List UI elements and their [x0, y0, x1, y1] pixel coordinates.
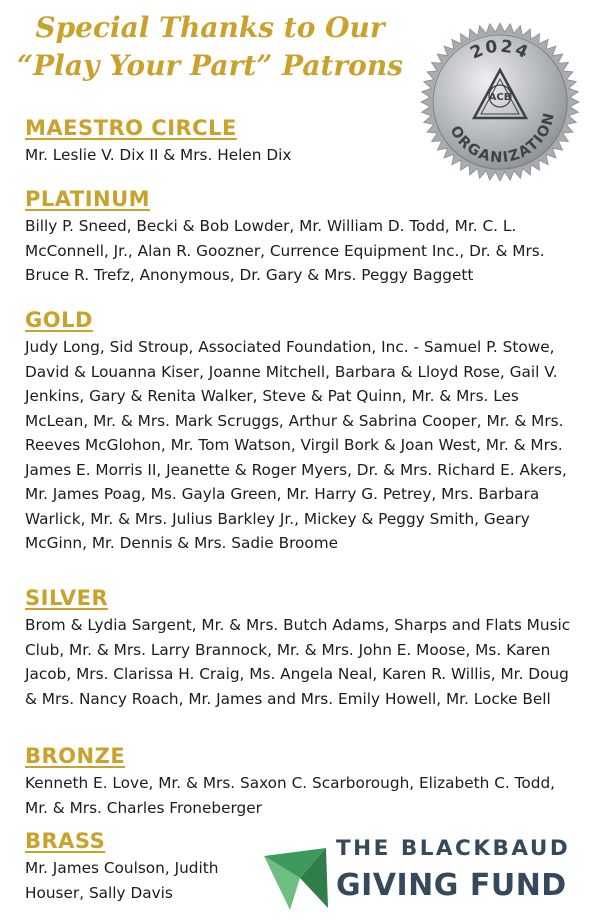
blackbaud-star-icon: [262, 828, 332, 912]
heading-platinum: PLATINUM: [25, 187, 151, 211]
names-gold: Judy Long, Sid Stroup, Associated Foundation, Inc. - Samuel P. Stowe, David & Louanna Kiser, Joanne Mitchell, Barbara & Lloyd Rose, Gail V. Jenkins, Gary & Renita Walker, Steve & Pat Quinn, Mr. & Mrs. Les McLean, Mr. & Mrs. Mark Scruggs, Arthur & Sabrina Cooper, Mr. & Mrs. Reeves McGlohon, Mr. Tom Watson, Virgil Bork & Joan West, Mr. & Mrs. James E. Morris II, Jeanette & Roger Myers, Dr. & Mrs. Richard E. Akers, Mr. James Poag, Ms. Gayla Green, Mr. Harry G. Petrey, Mrs. Barbara Warlick, Mr. & Mrs. Julius Barkley Jr., Mickey & Peggy Smith, Geary McGinn, Mr. Dennis & Mrs. Sadie Broome: [25, 338, 567, 552]
seal-year: 2024: [467, 36, 533, 64]
page-title-line2: “Play Your Part” Patrons: [17, 49, 403, 82]
heading-gold: GOLD: [25, 308, 93, 332]
seal-word: ORGANIZATION: [446, 110, 559, 167]
heading-maestro-circle: MAESTRO CIRCLE: [25, 116, 237, 140]
blackbaud-giving-fund-logo: [262, 828, 592, 912]
names-brass: Mr. James Coulson, Judith Houser, Sally Davis: [25, 859, 219, 902]
logo-line2: GIVING FUND: [336, 868, 567, 903]
names-silver: Brom & Lydia Sargent, Mr. & Mrs. Butch Adams, Sharps and Flats Music Club, Mr. & Mrs. Larry Brannock, Mr. & Mrs. John E. Moose, Ms. Karen Jacob, Mrs. Clarissa H. Craig, Ms. Angela Neal, Karen R. Willis, Mr. Doug & Mrs. Nancy Roach, Mr. James and Mrs. Emily Howell, Mr. Locke Bell: [25, 616, 571, 708]
names-platinum: Billy P. Sneed, Becki & Bob Lowder, Mr. William D. Todd, Mr. C. L. McConnell, Jr., Alan R. Goozner, Currence Equipment Inc., Dr. & Mrs. Bruce R. Trefz, Anonymous, Dr. Gary & Mrs. Peggy Baggett: [25, 217, 545, 284]
page-title-line1: Special Thanks to Our: [35, 11, 385, 44]
heading-bronze: BRONZE: [25, 744, 126, 768]
heading-silver: SILVER: [25, 586, 109, 610]
svg-text:ACB: ACB: [488, 92, 512, 103]
names-bronze: Kenneth E. Love, Mr. & Mrs. Saxon C. Scarborough, Elizabeth C. Todd, Mr. & Mrs. Charles Froneberger: [25, 774, 556, 817]
logo-line1: THE BLACKBAUD: [336, 836, 571, 861]
heading-brass: BRASS: [25, 829, 106, 853]
names-maestro-circle: Mr. Leslie V. Dix II & Mrs. Helen Dix: [25, 146, 292, 164]
